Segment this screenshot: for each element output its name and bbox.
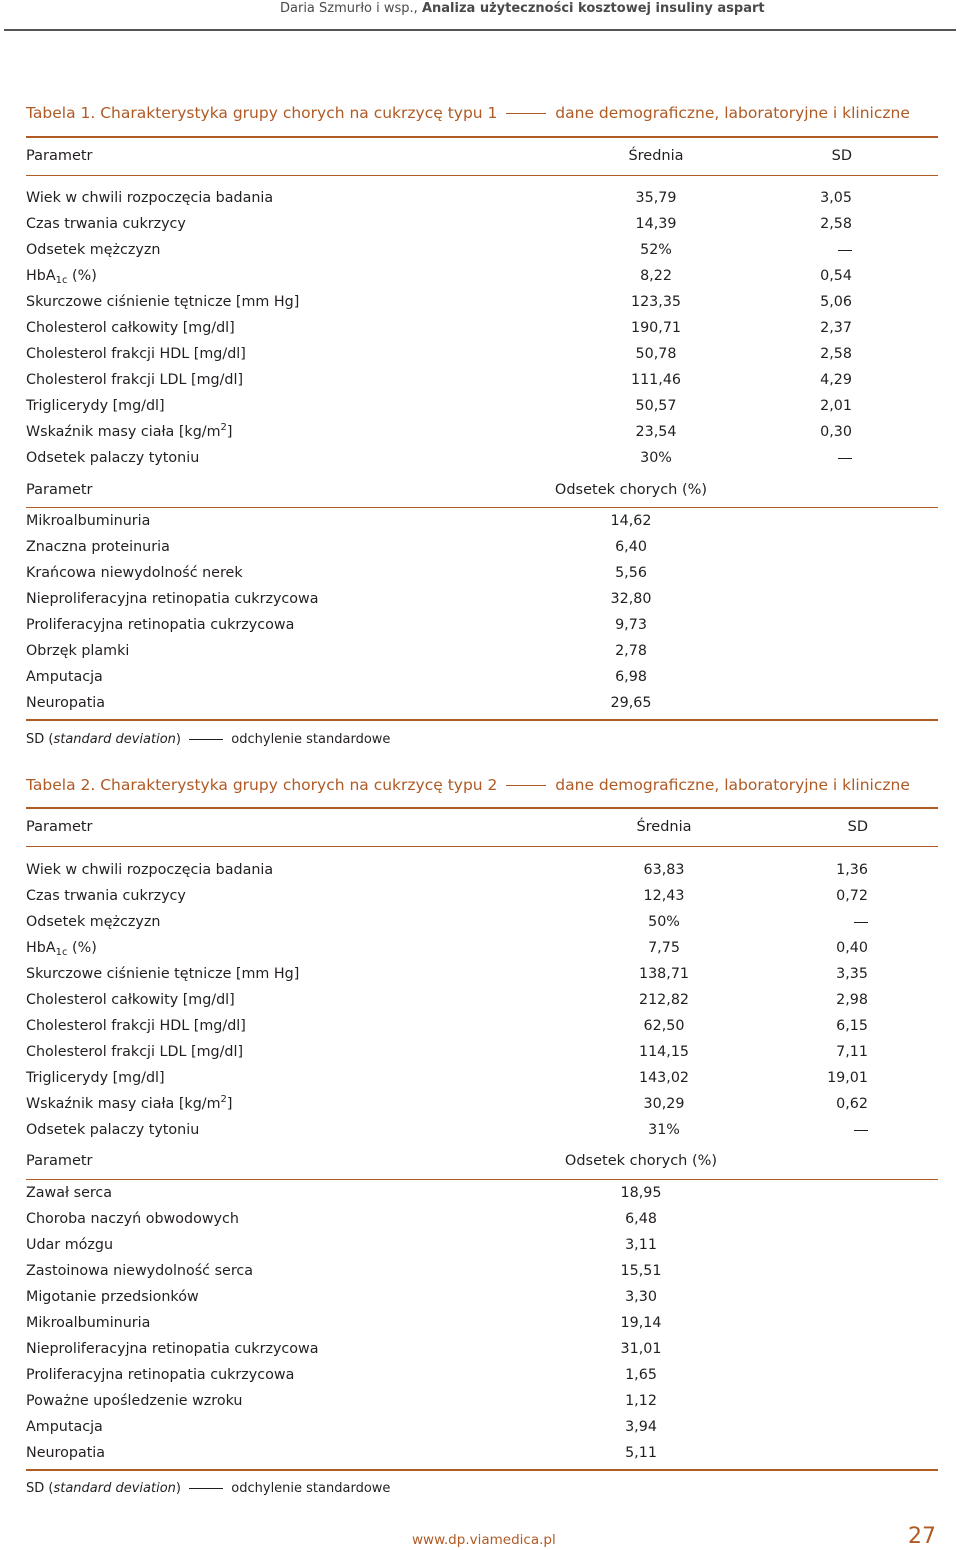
row-param: Mikroalbuminuria [26,1315,151,1331]
row-sd: 3,35 [836,966,868,982]
row-sd: 2,58 [820,346,852,362]
row-param: Odsetek palaczy tytoniu [26,450,200,466]
table-row [26,691,938,715]
table-row [26,561,938,585]
footnote-en: standard deviation [53,732,176,747]
row-param: Amputacja [26,669,103,685]
table2-col-param2: Parametr [26,1153,93,1169]
row-mean: 212,82 [638,992,690,1008]
row-value: 5,11 [625,1445,657,1461]
empty-dash [838,250,852,251]
row-sd: 1,36 [836,862,868,878]
row-param: Czas trwania cukrzycy [26,216,186,232]
row-sd: 0,62 [836,1096,868,1112]
footnote-en: standard deviation [53,1481,176,1496]
row-param: Amputacja [26,1419,103,1435]
row-param: Migotanie przedsionków [26,1289,199,1305]
table1-col-param: Parametr [26,148,93,164]
row-param: Krańcowa niewydolność nerek [26,565,243,581]
table-row [26,290,938,314]
row-param: Cholesterol frakcji LDL [mg/dl] [26,372,244,388]
row-value: 19,14 [620,1315,662,1331]
caption-dash [506,785,546,786]
row-sd: 2,01 [820,398,852,414]
row-sd: 5,06 [820,294,852,310]
running-header-text [280,1,765,16]
table-row [26,910,938,934]
row-param: Nieproliferacyjna retinopatia cukrzycowa [26,1341,319,1357]
row-value: 3,30 [625,1289,657,1305]
row-mean: 23,54 [635,424,677,440]
row-param: Skurczowe ciśnienie tętnicze [mm Hg] [26,294,300,310]
row-param: Wiek w chwili rozpoczęcia badania [26,862,274,878]
table-row [26,394,938,418]
table-row [26,446,938,470]
caption-dash [506,113,546,114]
row-value: 3,94 [625,1419,657,1435]
table-row [26,936,938,960]
row-param: Neuropatia [26,695,106,711]
row-mean: 114,15 [638,1044,690,1060]
row-sd [792,238,852,262]
table1-header-row-2 [26,478,938,502]
row-mean: 7,75 [648,940,680,956]
table2-caption-b: dane demograficzne, laboratoryjne i kliniczne [555,776,910,794]
empty-dash [854,922,868,923]
row-mean: 50,78 [635,346,677,362]
row-param: Triglicerydy [mg/dl] [26,1070,165,1086]
table-row [26,1040,938,1064]
row-param [26,264,97,288]
param-superscript: 2 [220,422,227,433]
row-value: 6,98 [615,669,647,685]
table1-header-rule-2 [26,507,938,508]
table-row [26,1415,938,1439]
param-suffix: ] [226,424,233,440]
table-row [26,342,938,366]
row-param: Odsetek mężczyzn [26,914,161,930]
row-param: Cholesterol całkowity [mg/dl] [26,320,235,336]
row-mean: 111,46 [630,372,682,388]
table1-top-rule [26,136,938,138]
table1-header-rule [26,175,938,176]
row-value: 29,65 [610,695,652,711]
row-sd: 0,30 [820,424,852,440]
table1-caption [26,104,910,122]
table-row [26,1259,938,1283]
table-row [26,1233,938,1257]
table-row [26,1092,938,1116]
row-sd: 3,05 [820,190,852,206]
table1-caption-b: dane demograficzne, laboratoryjne i kliniczne [555,104,910,122]
row-mean: 50% [648,914,680,930]
header-authors: Daria Szmurło i wsp., [280,1,418,16]
row-param: Czas trwania cukrzycy [26,888,186,904]
table2-header-rule [26,846,938,847]
row-param [26,1092,232,1116]
param-subscript: 1c [55,275,68,286]
row-mean: 123,35 [630,294,682,310]
footnote-pl: odchylenie standardowe [231,1481,391,1496]
table1-bottom-rule [26,719,938,721]
row-sd [808,910,868,934]
empty-dash [854,1130,868,1131]
row-param: Odsetek palaczy tytoniu [26,1122,200,1138]
footnote-pl: odchylenie standardowe [231,732,391,747]
param-prefix: HbA [26,940,56,956]
row-sd: 2,58 [820,216,852,232]
row-value: 18,95 [620,1185,662,1201]
footnote-sd: SD ( [26,732,54,747]
row-mean: 35,79 [635,190,677,206]
row-mean: 31% [648,1122,680,1138]
row-param: Proliferacyjna retinopatia cukrzycowa [26,617,295,633]
header-rule [4,29,956,31]
param-text: Wskaźnik masy ciała [kg/m [26,1096,221,1112]
row-value: 15,51 [620,1263,662,1279]
row-param: Proliferacyjna retinopatia cukrzycowa [26,1367,295,1383]
table-row [26,884,938,908]
table2-bottom-rule [26,1469,938,1471]
row-mean: 14,39 [635,216,677,232]
table-row [26,962,938,986]
table2-caption [26,776,910,794]
row-param: Wiek w chwili rozpoczęcia badania [26,190,274,206]
row-sd [792,446,852,470]
param-suffix: ] [226,1096,233,1112]
row-param: Mikroalbuminuria [26,513,151,529]
table2-col-sd: SD [847,819,868,835]
row-sd: 0,72 [836,888,868,904]
table1-caption-a: Charakterystyka grupy chorych na cukrzycę typu 1 [100,104,498,122]
row-mean: 12,43 [643,888,685,904]
table-row [26,186,938,210]
table-row [26,1014,938,1038]
row-value: 3,11 [625,1237,657,1253]
table-row [26,1441,938,1465]
row-mean: 30% [640,450,672,466]
row-sd: 2,98 [836,992,868,1008]
row-sd: 6,15 [836,1018,868,1034]
row-value: 2,78 [615,643,647,659]
row-mean: 63,83 [643,862,685,878]
table2-col-pct: Odsetek chorych (%) [564,1153,718,1169]
row-sd: 19,01 [827,1070,868,1086]
row-sd: 4,29 [820,372,852,388]
empty-dash [838,458,852,459]
table1-header-row [26,144,938,168]
table1-col-param2: Parametr [26,482,93,498]
row-sd: 2,37 [820,320,852,336]
header-title: Analiza użyteczności kosztowej insuliny aspart [421,1,765,16]
table-row [26,212,938,236]
table-row [26,613,938,637]
table-row [26,316,938,340]
table-row [26,1337,938,1361]
table-row [26,368,938,392]
footnote-sd: SD ( [26,1481,54,1496]
table1-col-mean: Średnia [628,148,684,164]
row-sd: 0,40 [836,940,868,956]
row-param: Cholesterol całkowity [mg/dl] [26,992,235,1008]
footer-url[interactable]: www.dp.viamedica.pl [412,1532,556,1548]
row-param: Cholesterol frakcji LDL [mg/dl] [26,1044,244,1060]
table-row [26,1118,938,1142]
table-row [26,988,938,1012]
row-param [26,936,97,960]
row-value: 9,73 [615,617,647,633]
footnote-close: ) [175,1481,181,1496]
row-value: 6,40 [615,539,647,555]
row-value: 5,56 [615,565,647,581]
row-value: 1,65 [625,1367,657,1383]
row-mean: 30,29 [643,1096,685,1112]
footnote-dash [189,739,223,740]
table-row [26,1363,938,1387]
row-param [26,420,232,444]
table1-col-sd: SD [831,148,852,164]
row-param: Choroba naczyń obwodowych [26,1211,239,1227]
table-row [26,858,938,882]
row-param: Nieproliferacyjna retinopatia cukrzycowa [26,591,319,607]
row-param: Udar mózgu [26,1237,114,1253]
table-row [26,1181,938,1205]
row-param: Znaczna proteinuria [26,539,170,555]
param-text: (%) [72,940,97,956]
row-value: 32,80 [610,591,652,607]
table-row [26,535,938,559]
row-param: Obrzęk plamki [26,643,130,659]
row-sd [808,1118,868,1142]
table1-col-pct: Odsetek chorych (%) [554,482,708,498]
table-row [26,1285,938,1309]
row-param: Odsetek mężczyzn [26,242,161,258]
table-row [26,665,938,689]
table2-col-param: Parametr [26,819,93,835]
table1-caption-prefix: Tabela 1. [26,104,96,122]
row-mean: 138,71 [638,966,690,982]
param-text: Wskaźnik masy ciała [kg/m [26,424,221,440]
table-row [26,1207,938,1231]
table-row [26,587,938,611]
table-row [26,238,938,262]
table-row [26,1066,938,1090]
row-value: 31,01 [620,1341,662,1357]
row-param: Cholesterol frakcji HDL [mg/dl] [26,346,246,362]
row-param: Zawał serca [26,1185,113,1201]
param-prefix: HbA [26,268,56,284]
table2-caption-prefix: Tabela 2. [26,776,96,794]
row-param: Neuropatia [26,1445,106,1461]
row-value: 6,48 [625,1211,657,1227]
row-param: Zastoinowa niewydolność serca [26,1263,254,1279]
table-row [26,1389,938,1413]
param-text: (%) [72,268,97,284]
row-value: 1,12 [625,1393,657,1409]
row-sd: 7,11 [836,1044,868,1060]
table1-footnote [26,732,390,747]
table-row [26,509,938,533]
row-param: Triglicerydy [mg/dl] [26,398,165,414]
row-param: Cholesterol frakcji HDL [mg/dl] [26,1018,246,1034]
table-row [26,639,938,663]
table2-header-row-2 [26,1149,938,1173]
row-value: 14,62 [610,513,652,529]
table2-col-mean: Średnia [636,819,692,835]
footnote-dash [189,1488,223,1489]
table2-caption-a: Charakterystyka grupy chorych na cukrzycę typu 2 [100,776,498,794]
row-mean: 190,71 [630,320,682,336]
row-sd: 0,54 [820,268,852,284]
table-row [26,264,938,288]
table2-footnote [26,1481,390,1496]
table2-top-rule [26,807,938,809]
table-row [26,1311,938,1335]
table2-header-row [26,815,938,839]
row-param: Skurczowe ciśnienie tętnicze [mm Hg] [26,966,300,982]
table-row [26,420,938,444]
param-subscript: 1c [55,947,68,958]
row-mean: 50,57 [635,398,677,414]
page-number: 27 [908,1524,936,1549]
param-superscript: 2 [220,1094,227,1105]
row-mean: 62,50 [643,1018,685,1034]
footnote-close: ) [175,732,181,747]
table2-header-rule-2 [26,1179,938,1180]
row-param: Poważne upośledzenie wzroku [26,1393,243,1409]
row-mean: 52% [640,242,672,258]
row-mean: 8,22 [640,268,672,284]
row-mean: 143,02 [638,1070,690,1086]
